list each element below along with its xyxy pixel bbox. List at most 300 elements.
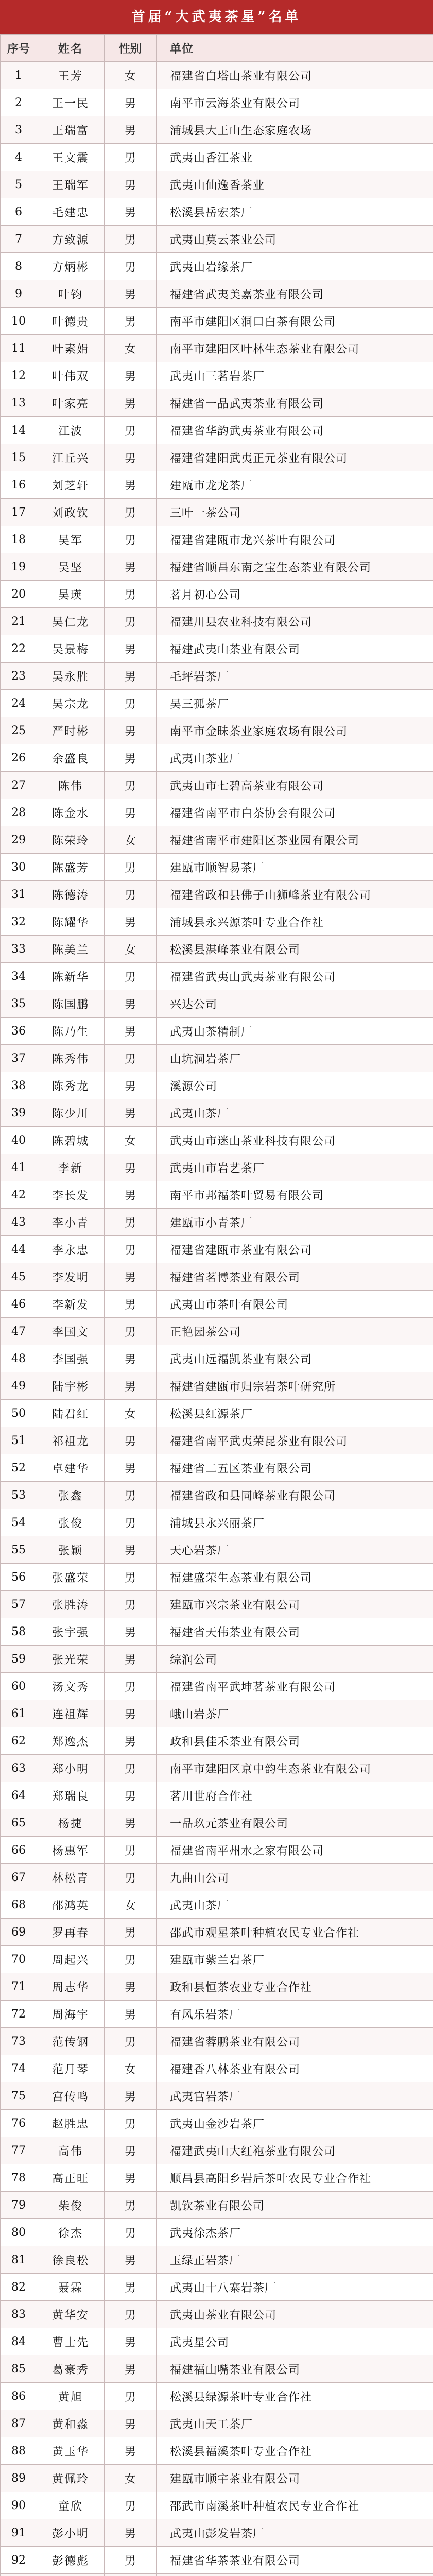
row-unit-cell: 武夷星公司 [157, 2328, 433, 2355]
row-unit-cell: 凯钦茶业有限公司 [157, 2192, 433, 2219]
row-name-cell: 陈荣玲 [37, 826, 105, 854]
row-name-cell: 张光荣 [37, 1646, 105, 1673]
row-gender-cell: 男 [105, 1755, 157, 1782]
row-no-cell: 32 [1, 908, 37, 936]
row-unit-cell: 武夷山茶厂 [157, 1891, 433, 1919]
row-no-cell: 59 [1, 1646, 37, 1673]
row-gender-cell: 男 [105, 1181, 157, 1209]
row-no-cell: 75 [1, 2082, 37, 2110]
row-no-cell: 68 [1, 1891, 37, 1919]
row-unit-cell: 浦城县大王山生态家庭农场 [157, 116, 433, 144]
row-unit-cell: 福建省茗博茶业有限公司 [157, 1263, 433, 1291]
row-no-cell: 80 [1, 2219, 37, 2246]
table-row [1, 799, 433, 826]
row-no-cell: 13 [1, 389, 37, 417]
row-name-cell: 叶德贵 [37, 308, 105, 335]
row-name-cell: 刘政钦 [37, 499, 105, 526]
row-name-cell: 杨惠军 [37, 1837, 105, 1864]
row-gender-cell: 男 [105, 308, 157, 335]
row-no-cell: 64 [1, 1782, 37, 1809]
row-unit-cell: 峨山岩茶厂 [157, 1700, 433, 1727]
row-name-cell: 黄佩玲 [37, 2465, 105, 2492]
row-gender-cell: 男 [105, 908, 157, 936]
row-gender-cell: 男 [105, 499, 157, 526]
table-row [1, 2355, 433, 2383]
row-unit-cell: 福建省建瓯市归宗岩茶叶研究所 [157, 1372, 433, 1400]
table-row [1, 1536, 433, 1564]
table-row [1, 1618, 433, 1646]
table-row [1, 89, 433, 116]
row-unit-cell [157, 2574, 433, 2576]
table-row [1, 717, 433, 744]
row-gender-cell: 男 [105, 526, 157, 553]
table-row [1, 1427, 433, 1454]
table-row [1, 2192, 433, 2219]
row-name-cell: 陈乃生 [37, 1018, 105, 1045]
row-no-cell: 54 [1, 1509, 37, 1536]
row-unit-cell: 福建省南平州水之家有限公司 [157, 1837, 433, 1864]
row-unit-cell: 福建福山嘴茶业有限公司 [157, 2355, 433, 2383]
row-no-cell: 35 [1, 990, 37, 1018]
row-no-cell: 78 [1, 2164, 37, 2192]
row-gender-cell: 男 [105, 663, 157, 690]
table-row [1, 62, 433, 89]
table-row [1, 280, 433, 308]
table-row [1, 553, 433, 581]
row-name-cell: 曹士先 [37, 2328, 105, 2355]
row-no-cell: 28 [1, 799, 37, 826]
row-gender-cell: 男 [105, 1837, 157, 1864]
row-unit-cell: 武夷山十八寨岩茶厂 [157, 2274, 433, 2301]
row-gender-cell: 男 [105, 2192, 157, 2219]
row-name-cell: 林松青 [37, 1864, 105, 1891]
row-name-cell: 黄旭 [37, 2383, 105, 2410]
table-row [1, 990, 433, 1018]
row-name-cell: 李发明 [37, 1263, 105, 1291]
row-gender-cell: 男 [105, 1263, 157, 1291]
table-row [1, 499, 433, 526]
table-row [1, 1154, 433, 1181]
table-row [1, 2082, 433, 2110]
row-name-cell: 陈少川 [37, 1099, 105, 1127]
row-name-cell: 张宇强 [37, 1618, 105, 1646]
row-name-cell: 郑瑞良 [37, 1782, 105, 1809]
row-no-cell: 67 [1, 1864, 37, 1891]
row-gender-cell: 男 [105, 881, 157, 908]
row-gender-cell: 男 [105, 1809, 157, 1837]
row-name-cell: 陈盛芳 [37, 854, 105, 881]
row-unit-cell: 武夷山市迷山茶业科技有限公司 [157, 1127, 433, 1154]
row-no-cell: 81 [1, 2246, 37, 2274]
row-gender-cell: 男 [105, 1727, 157, 1755]
row-no-cell: 45 [1, 1263, 37, 1291]
row-unit-cell: 政和县恒茶农业专业合作社 [157, 1973, 433, 2001]
row-name-cell: 李国强 [37, 1345, 105, 1372]
row-name-cell: 郑小明 [37, 1755, 105, 1782]
row-gender-cell: 男 [105, 1372, 157, 1400]
table-row [1, 2574, 433, 2576]
row-name-cell: 李永忠 [37, 1236, 105, 1263]
table-row [1, 908, 433, 936]
row-name-cell: 宫传鸣 [37, 2082, 105, 2110]
row-no-cell: 51 [1, 1427, 37, 1454]
row-no-cell: 29 [1, 826, 37, 854]
row-unit-cell: 武夷山市茶叶有限公司 [157, 1291, 433, 1318]
row-name-cell: 吴坚 [37, 553, 105, 581]
row-name-cell: 吴景梅 [37, 635, 105, 663]
row-unit-cell: 南平市云海茶业有限公司 [157, 89, 433, 116]
row-no-cell: 18 [1, 526, 37, 553]
row-gender-cell: 男 [105, 253, 157, 280]
row-unit-cell: 福建省南平武坤茗茶业有限公司 [157, 1673, 433, 1700]
row-name-cell: 童欣 [37, 2492, 105, 2519]
table-row [1, 1236, 433, 1263]
row-gender-cell: 男 [105, 362, 157, 389]
row-gender-cell: 男 [105, 553, 157, 581]
row-gender-cell: 男 [105, 1018, 157, 1045]
row-no-cell: 65 [1, 1809, 37, 1837]
row-unit-cell: 南平市金昧茶业家庭农场有限公司 [157, 717, 433, 744]
row-gender-cell: 男 [105, 1700, 157, 1727]
row-no-cell: 24 [1, 690, 37, 717]
row-name-cell: 高伟 [37, 2137, 105, 2164]
header-name: 姓名 [37, 35, 105, 62]
row-no-cell: 60 [1, 1673, 37, 1700]
row-unit-cell: 武夷山茶精制厂 [157, 1018, 433, 1045]
table-row [1, 335, 433, 362]
table-row [1, 1564, 433, 1591]
row-gender-cell: 男 [105, 2274, 157, 2301]
table-row [1, 1591, 433, 1618]
header-gender: 性别 [105, 35, 157, 62]
row-gender-cell: 男 [105, 171, 157, 198]
row-no-cell: 89 [1, 2465, 37, 2492]
table-row [1, 635, 433, 663]
table-row [1, 2164, 433, 2192]
row-gender-cell: 男 [105, 2301, 157, 2328]
row-no-cell: 83 [1, 2301, 37, 2328]
row-name-cell: 陈秀龙 [37, 1072, 105, 1099]
row-name-cell: 葛豪秀 [37, 2355, 105, 2383]
row-name-cell: 李国文 [37, 1318, 105, 1345]
row-unit-cell: 武夷山茶业有限公司 [157, 2301, 433, 2328]
row-unit-cell: 浦城县永兴丽茶厂 [157, 1509, 433, 1536]
row-no-cell: 5 [1, 171, 37, 198]
row-unit-cell: 福建省武夷山武夷茶业有限公司 [157, 963, 433, 990]
row-no-cell: 2 [1, 89, 37, 116]
row-name-cell: 张鑫 [37, 1482, 105, 1509]
row-unit-cell: 福建省华韵武夷茶业有限公司 [157, 417, 433, 444]
row-unit-cell: 福建省南平市建阳区茶业园有限公司 [157, 826, 433, 854]
row-no-cell: 72 [1, 2001, 37, 2028]
table-row [1, 444, 433, 471]
table-row [1, 1127, 433, 1154]
row-unit-cell: 顺昌县高阳乡岩后茶叶农民专业合作社 [157, 2164, 433, 2192]
row-unit-cell: 福建省建瓯市龙兴茶叶有限公司 [157, 526, 433, 553]
row-name-cell: 王文震 [37, 144, 105, 171]
row-gender-cell: 男 [105, 608, 157, 635]
table-row [1, 581, 433, 608]
table-row [1, 471, 433, 499]
row-gender-cell: 男 [105, 198, 157, 226]
row-name-cell [37, 2574, 105, 2576]
row-name-cell: 祁祖龙 [37, 1427, 105, 1454]
row-no-cell: 37 [1, 1045, 37, 1072]
row-gender-cell: 男 [105, 1427, 157, 1454]
row-gender-cell: 男 [105, 1946, 157, 1973]
row-name-cell: 叶钧 [37, 280, 105, 308]
row-unit-cell: 武夷山市七碧高茶业有限公司 [157, 772, 433, 799]
row-gender-cell: 男 [105, 417, 157, 444]
row-unit-cell: 福建省二五区茶业有限公司 [157, 1454, 433, 1482]
row-unit-cell: 玉绿正岩茶厂 [157, 2246, 433, 2274]
row-gender-cell: 男 [105, 854, 157, 881]
row-gender-cell [105, 2574, 157, 2576]
row-no-cell: 3 [1, 116, 37, 144]
row-gender-cell: 男 [105, 280, 157, 308]
row-gender-cell: 男 [105, 89, 157, 116]
row-unit-cell: 武夷山茶业厂 [157, 744, 433, 772]
row-gender-cell: 男 [105, 1045, 157, 1072]
row-name-cell: 李长发 [37, 1181, 105, 1209]
row-name-cell: 王一民 [37, 89, 105, 116]
row-gender-cell: 男 [105, 144, 157, 171]
row-name-cell: 彭小明 [37, 2519, 105, 2547]
row-gender-cell: 男 [105, 1564, 157, 1591]
row-no-cell: 86 [1, 2383, 37, 2410]
row-unit-cell: 正艳园茶公司 [157, 1318, 433, 1345]
row-gender-cell: 男 [105, 2082, 157, 2110]
row-gender-cell: 男 [105, 1673, 157, 1700]
table-row [1, 1345, 433, 1372]
row-unit-cell: 武夷山岩缘茶厂 [157, 253, 433, 280]
row-name-cell: 邵鸿英 [37, 1891, 105, 1919]
table-row [1, 2437, 433, 2465]
row-name-cell: 黄玉华 [37, 2437, 105, 2465]
row-no-cell: 43 [1, 1209, 37, 1236]
row-name-cell: 叶家亮 [37, 389, 105, 417]
row-unit-cell: 福建省华茶茶业有限公司 [157, 2547, 433, 2574]
table-row [1, 1209, 433, 1236]
table-row [1, 1919, 433, 1946]
table-row [1, 1263, 433, 1291]
table-row [1, 1864, 433, 1891]
row-no-cell: 7 [1, 226, 37, 253]
row-name-cell: 王瑞富 [37, 116, 105, 144]
row-unit-cell: 武夷山莫云茶业公司 [157, 226, 433, 253]
table-row [1, 417, 433, 444]
row-gender-cell: 女 [105, 62, 157, 89]
row-gender-cell: 男 [105, 1236, 157, 1263]
table-row [1, 2547, 433, 2574]
row-name-cell: 陈新华 [37, 963, 105, 990]
row-gender-cell: 男 [105, 1864, 157, 1891]
table-row [1, 1782, 433, 1809]
row-name-cell: 吴瑛 [37, 581, 105, 608]
row-unit-cell: 武夷徐杰茶厂 [157, 2219, 433, 2246]
row-unit-cell: 浦城县永兴源茶叶专业合作社 [157, 908, 433, 936]
row-gender-cell: 男 [105, 1646, 157, 1673]
table-row [1, 772, 433, 799]
row-no-cell: 34 [1, 963, 37, 990]
table-row [1, 2383, 433, 2410]
row-unit-cell: 福建省武夷美嘉茶业有限公司 [157, 280, 433, 308]
row-no-cell: 11 [1, 335, 37, 362]
row-gender-cell: 男 [105, 2383, 157, 2410]
row-no-cell: 42 [1, 1181, 37, 1209]
row-name-cell: 柴俊 [37, 2192, 105, 2219]
row-unit-cell: 福建省政和县佛子山狮峰茶业有限公司 [157, 881, 433, 908]
row-gender-cell: 男 [105, 1318, 157, 1345]
table-row [1, 2246, 433, 2274]
row-no-cell: 9 [1, 280, 37, 308]
table-row [1, 854, 433, 881]
row-no-cell: 62 [1, 1727, 37, 1755]
table-header [1, 35, 433, 62]
row-name-cell: 陈秀伟 [37, 1045, 105, 1072]
row-unit-cell: 武夷山仙逸香茶业 [157, 171, 433, 198]
row-unit-cell: 政和县佳禾茶业有限公司 [157, 1727, 433, 1755]
row-gender-cell: 男 [105, 2028, 157, 2055]
row-no-cell: 69 [1, 1919, 37, 1946]
table-row [1, 936, 433, 963]
row-name-cell: 陈国鹏 [37, 990, 105, 1018]
row-name-cell: 陆宇彬 [37, 1372, 105, 1400]
table-row [1, 1400, 433, 1427]
table-row [1, 2028, 433, 2055]
row-gender-cell: 男 [105, 1973, 157, 2001]
table-row [1, 1809, 433, 1837]
row-gender-cell: 男 [105, 772, 157, 799]
row-unit-cell: 福建省一品武夷茶业有限公司 [157, 389, 433, 417]
row-unit-cell: 松溪县湛峰茶业有限公司 [157, 936, 433, 963]
row-name-cell: 严时彬 [37, 717, 105, 744]
table-row [1, 1891, 433, 1919]
row-no-cell: 70 [1, 1946, 37, 1973]
table-row [1, 226, 433, 253]
row-name-cell: 江波 [37, 417, 105, 444]
row-no-cell: 76 [1, 2110, 37, 2137]
row-no-cell: 39 [1, 1099, 37, 1127]
table-row [1, 2274, 433, 2301]
row-name-cell: 黄和淼 [37, 2410, 105, 2437]
row-no-cell: 53 [1, 1482, 37, 1509]
table-row [1, 2055, 433, 2082]
row-unit-cell: 三叶一茶公司 [157, 499, 433, 526]
row-name-cell: 吴军 [37, 526, 105, 553]
row-name-cell: 徐杰 [37, 2219, 105, 2246]
table-row [1, 608, 433, 635]
row-gender-cell: 女 [105, 936, 157, 963]
row-gender-cell: 男 [105, 2001, 157, 2028]
row-no-cell: 85 [1, 2355, 37, 2383]
table-row [1, 2492, 433, 2519]
table-row [1, 171, 433, 198]
row-gender-cell: 男 [105, 717, 157, 744]
row-name-cell: 黄华安 [37, 2301, 105, 2328]
table-row [1, 2110, 433, 2137]
row-gender-cell: 男 [105, 1454, 157, 1482]
row-gender-cell: 女 [105, 1891, 157, 1919]
row-gender-cell: 男 [105, 581, 157, 608]
row-gender-cell: 男 [105, 226, 157, 253]
row-name-cell: 周海宇 [37, 2001, 105, 2028]
row-no-cell: 48 [1, 1345, 37, 1372]
row-gender-cell: 男 [105, 1072, 157, 1099]
row-no-cell: 55 [1, 1536, 37, 1564]
row-gender-cell: 男 [105, 116, 157, 144]
row-unit-cell: 松溪县岳宏茶厂 [157, 198, 433, 226]
row-no-cell: 44 [1, 1236, 37, 1263]
table-row [1, 1755, 433, 1782]
row-gender-cell: 男 [105, 2110, 157, 2137]
row-unit-cell: 九曲山公司 [157, 1864, 433, 1891]
row-no-cell: 77 [1, 2137, 37, 2164]
row-gender-cell: 女 [105, 826, 157, 854]
table-row [1, 1673, 433, 1700]
row-no-cell: 82 [1, 2274, 37, 2301]
row-no-cell: 16 [1, 471, 37, 499]
row-gender-cell: 男 [105, 1536, 157, 1564]
row-unit-cell: 邵武市南溪茶叶种植农民专业合作社 [157, 2492, 433, 2519]
row-no-cell: 4 [1, 144, 37, 171]
row-unit-cell: 建瓯市小青茶厂 [157, 1209, 433, 1236]
row-gender-cell: 男 [105, 2410, 157, 2437]
row-unit-cell: 福建省南平市白茶协会有限公司 [157, 799, 433, 826]
table-row [1, 1018, 433, 1045]
row-name-cell: 江丘兴 [37, 444, 105, 471]
row-gender-cell: 男 [105, 963, 157, 990]
row-no-cell: 57 [1, 1591, 37, 1618]
row-gender-cell: 男 [105, 389, 157, 417]
table-row [1, 2519, 433, 2547]
row-name-cell: 叶伟双 [37, 362, 105, 389]
row-no-cell: 15 [1, 444, 37, 471]
row-unit-cell: 武夷山茶厂 [157, 1099, 433, 1127]
row-gender-cell: 女 [105, 1400, 157, 1427]
row-gender-cell: 男 [105, 2328, 157, 2355]
row-gender-cell: 男 [105, 2519, 157, 2547]
row-gender-cell: 男 [105, 471, 157, 499]
row-unit-cell: 南平市建阳区叶林生态茶业有限公司 [157, 335, 433, 362]
table-row [1, 116, 433, 144]
row-no-cell: 71 [1, 1973, 37, 2001]
row-unit-cell: 福建省建瓯市茶业有限公司 [157, 1236, 433, 1263]
row-name-cell: 陈美兰 [37, 936, 105, 963]
row-gender-cell: 男 [105, 2355, 157, 2383]
table-row [1, 881, 433, 908]
table-row [1, 1946, 433, 1973]
row-no-cell: 58 [1, 1618, 37, 1646]
table-row [1, 744, 433, 772]
row-gender-cell: 女 [105, 2465, 157, 2492]
row-no-cell: 23 [1, 663, 37, 690]
row-no-cell: 84 [1, 2328, 37, 2355]
row-gender-cell: 女 [105, 1127, 157, 1154]
row-no-cell: 88 [1, 2437, 37, 2465]
row-unit-cell: 松溪县绿源茶叶专业合作社 [157, 2383, 433, 2410]
row-no-cell: 17 [1, 499, 37, 526]
row-no-cell: 26 [1, 744, 37, 772]
row-gender-cell: 男 [105, 1919, 157, 1946]
row-name-cell: 赵胜忠 [37, 2110, 105, 2137]
row-gender-cell: 男 [105, 1345, 157, 1372]
row-unit-cell: 福建武夷山大红袍茶业有限公司 [157, 2137, 433, 2164]
row-no-cell: 41 [1, 1154, 37, 1181]
row-name-cell: 吴宗龙 [37, 690, 105, 717]
row-no-cell: 56 [1, 1564, 37, 1591]
table-row [1, 2465, 433, 2492]
